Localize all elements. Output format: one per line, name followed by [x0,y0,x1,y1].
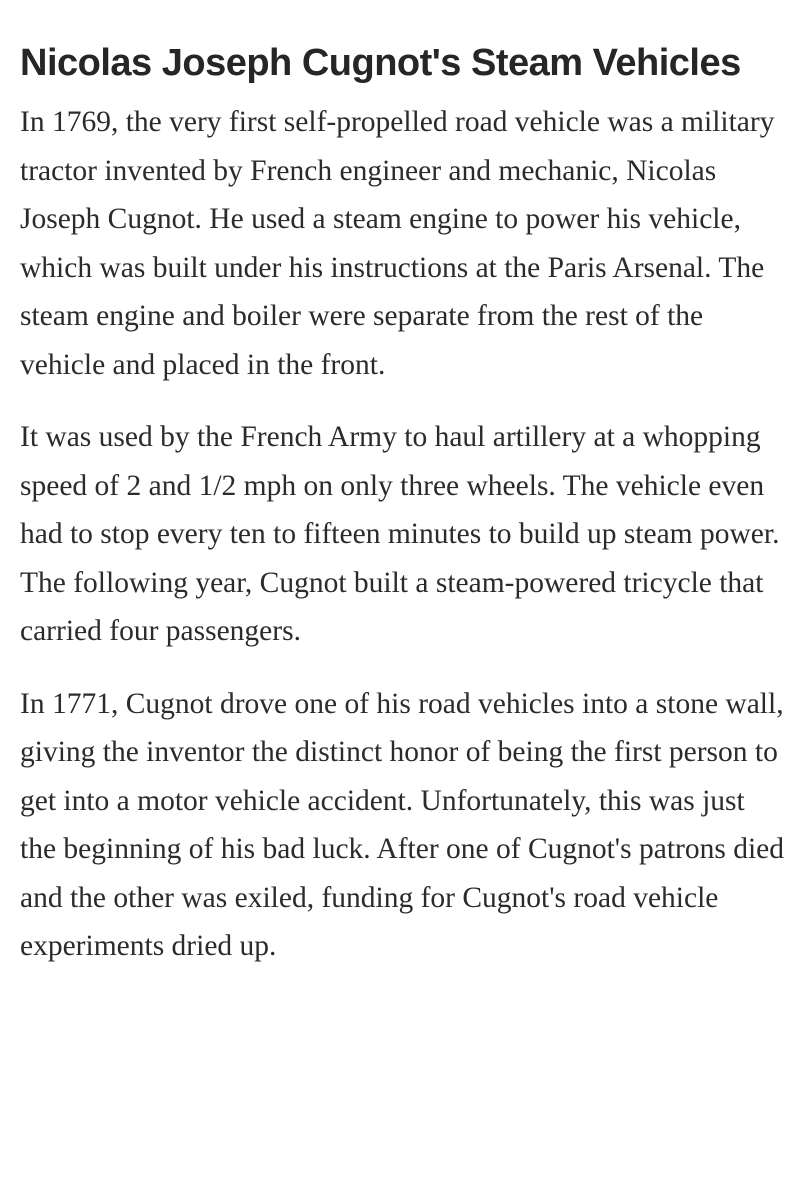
article [20,38,785,995]
article-title: Nicolas Joseph Cugnot's Steam Vehicles [20,42,741,84]
paragraph-1: In 1769, the very first self-propelled road vehicle was a military tractor invented by French engineer and mechanic, Nicolas Joseph Cugnot. He used a steam engine to power his vehicle, which was built under his instructions at the Paris Arsenal. The steam engine and boiler were separate from the rest of the vehicle and placed in the front. [20,106,775,381]
paragraph-3: In 1771, Cugnot drove one of his road vehicles into a stone wall, giving the inventor the distinct honor of being the first person to get into a motor vehicle accident. Unfortunately, this was just the beginning of his bad luck. After one of Cugnot's patrons died and the other was exiled, funding for Cugnot's road vehicle experiments dried up. [20,687,784,962]
paragraph-2: It was used by the French Army to haul artillery at a whopping speed of 2 and 1/2 mph on only three wheels. The vehicle even had to stop every ten to fifteen minutes to build up steam power. The following year, Cugnot built a steam-powered tricycle that carried four passengers. [20,421,780,647]
